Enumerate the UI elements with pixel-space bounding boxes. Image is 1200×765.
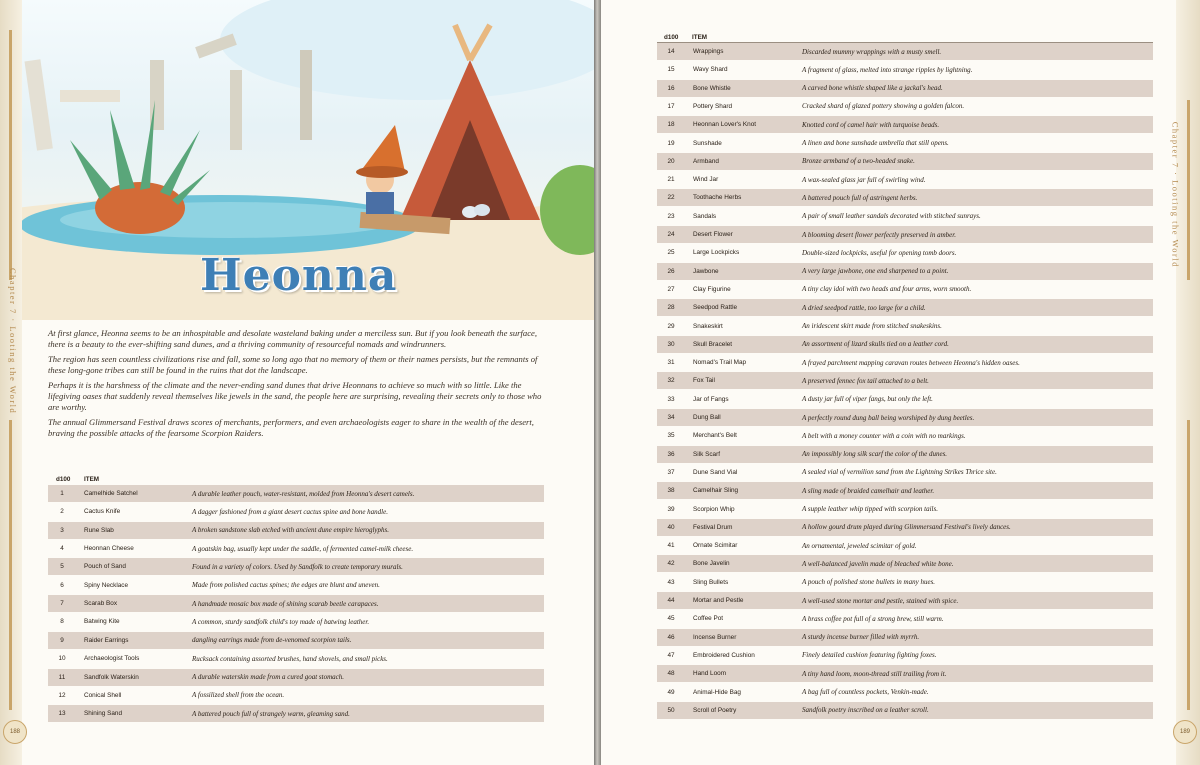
row-number: 38: [667, 487, 675, 495]
row-item-description: A wax-sealed glass jar full of swirling wind.: [802, 175, 926, 184]
table-row: [657, 665, 1153, 682]
row-number: 27: [667, 285, 675, 293]
row-number: 8: [60, 618, 64, 626]
row-item-name: Festival Drum: [693, 523, 733, 531]
row-item-description: A well-balanced javelin made of bleached white bone.: [802, 559, 954, 568]
row-item-name: Nomad's Trail Map: [693, 359, 747, 367]
table-row: [657, 61, 1153, 78]
left-border-rod-top: [9, 30, 12, 280]
row-item-description: A handmade mosaic box made of shining scarab beetle carapaces.: [192, 599, 379, 608]
row-item-name: Bone Whistle: [693, 84, 731, 92]
table-row: [48, 650, 544, 667]
table-row: [657, 98, 1153, 115]
row-item-description: A fossilized shell from the ocean.: [192, 691, 285, 700]
row-number: 47: [667, 651, 675, 659]
chapter-label-left: Chapter 7 · Looting the World: [8, 268, 18, 415]
row-item-description: A fragment of glass, melted into strange ripples by lightning.: [802, 65, 973, 74]
row-number: 48: [667, 670, 675, 678]
table-row: [657, 281, 1153, 298]
row-item-description: A common, sturdy sandfolk child's toy made of batwing leather.: [192, 617, 370, 626]
row-item-description: A battered pouch full of astringent herbs.: [802, 193, 918, 202]
table-row: [657, 574, 1153, 591]
row-number: 31: [667, 359, 675, 367]
row-item-name: Toothache Herbs: [693, 194, 742, 202]
row-item-description: A dried seedpod rattle, too large for a child.: [802, 303, 926, 312]
row-item-name: Heonnan Lover's Knot: [693, 121, 757, 129]
row-item-description: A bag full of countless pockets, Venkin-made.: [802, 688, 929, 696]
table-row: [657, 336, 1153, 353]
row-item-name: Scorpion Whip: [693, 505, 735, 513]
row-item-name: Wavy Shard: [693, 66, 728, 74]
row-item-description: A well-used stone mortar and pestle, stained with spice.: [802, 596, 959, 605]
row-item-name: Silk Scarf: [693, 450, 720, 458]
row-item-name: Jar of Fangs: [693, 395, 729, 403]
table-row: [657, 208, 1153, 225]
row-item-name: Embroidered Cushion: [693, 651, 755, 659]
table-row: [657, 116, 1153, 133]
row-item-name: Incense Burner: [693, 633, 737, 641]
table-row: [48, 522, 544, 539]
row-number: 21: [667, 176, 675, 184]
table-row: [657, 409, 1153, 426]
table-row: [657, 519, 1153, 536]
row-item-description: A broken sandstone slab etched with ancient dune empire hieroglyphs.: [192, 526, 390, 535]
row-item-description: A tiny clay idol with two heads and four arms, worn smooth.: [802, 285, 972, 294]
row-number: 20: [667, 157, 675, 165]
row-number: 2: [60, 508, 64, 516]
row-item-name: Merchant's Belt: [693, 432, 737, 440]
row-number: 5: [60, 563, 64, 571]
intro-paragraph: Perhaps it is the harshness of the climate and the never-ending sand dunes that drive Heonnans to achieve so much with so little. Like the lifegiving oases that suddenly reveal themselves like jewels in the sand, the people here are surprising, revealing their secrets only to those who are worthy.: [48, 380, 542, 412]
row-item-name: Shining Sand: [84, 710, 123, 718]
row-item-name: Conical Shell: [84, 691, 122, 699]
row-item-description: A pair of small leather sandals decorated with stitched sunrays.: [802, 212, 981, 221]
row-item-name: Scroll of Poetry: [693, 706, 737, 714]
row-item-name: Dung Ball: [693, 414, 721, 421]
row-item-name: Sunshade: [693, 139, 722, 147]
row-number: 4: [60, 545, 64, 553]
row-number: 26: [667, 267, 675, 275]
row-item-name: Archaeologist Tools: [84, 655, 140, 663]
row-number: 18: [667, 121, 675, 129]
row-item-name: Jawbone: [693, 267, 719, 275]
table-row: [657, 629, 1153, 646]
row-item-description: A pouch of polished stone bullets in many hues.: [802, 578, 936, 587]
row-item-description: A dagger fashioned from a giant desert cactus spine and bone handle.: [192, 507, 388, 516]
table-row: [657, 372, 1153, 389]
row-item-description: A preserved fennec fox tail attached to a belt.: [802, 376, 929, 385]
row-item-name: Animal-Hide Bag: [693, 688, 741, 696]
row-number: 29: [667, 322, 675, 330]
row-number: 41: [667, 542, 675, 550]
table-row: [48, 577, 544, 594]
row-item-name: Pottery Shard: [693, 102, 733, 110]
row-item-description: A frayed parchment mapping caravan routes between Heonna's hidden oases.: [802, 358, 1020, 367]
row-item-name: Hand Loom: [693, 670, 727, 678]
row-item-name: Desert Flower: [693, 231, 733, 238]
row-item-description: Found in a variety of colors. Used by Sandfolk to create temporary murals.: [192, 562, 403, 571]
table-row: [657, 555, 1153, 572]
chapter-label-right: Chapter 7 · Looting the World: [1170, 121, 1180, 268]
row-item-description: An iridescent skirt made from stitched snakeskins.: [802, 322, 942, 330]
row-number: 7: [60, 600, 64, 608]
row-item-name: Sandals: [693, 212, 717, 220]
row-item-description: Discarded mummy wrappings with a musty smell.: [802, 47, 942, 56]
row-item-description: Made from polished cactus spines; the edges are blunt and uneven.: [192, 581, 380, 590]
table-row: [657, 702, 1153, 719]
row-number: 32: [667, 377, 675, 385]
right-border-rod-top: [1187, 100, 1190, 280]
row-item-name: Coffee Pot: [693, 615, 724, 623]
table-header-item: ITEM: [84, 476, 100, 483]
row-item-description: A brass coffee pot full of a strong brew, still warm.: [802, 614, 944, 623]
intro-paragraph: At first glance, Heonna seems to be an inhospitable and desolate wasteland baking under a merciless sun. But if you look beneath the surface, there is a beauty to the ever-shifting sand dunes, and a thriving community of resourceful nomads and windrunners.: [48, 328, 537, 349]
row-number: 28: [667, 304, 675, 312]
row-number: 50: [667, 706, 675, 714]
table-row: [657, 647, 1153, 664]
table-header-item: ITEM: [692, 34, 708, 41]
row-number: 9: [60, 636, 64, 644]
heonna-illustration: [0, 0, 594, 320]
row-number: 39: [667, 505, 675, 513]
row-item-description: An assortment of lizard skulls tied on a leather cord.: [802, 340, 949, 349]
table-row: [657, 318, 1153, 335]
row-number: 35: [667, 432, 675, 440]
table-row: [48, 595, 544, 612]
row-number: 12: [58, 691, 66, 699]
row-item-name: Wrappings: [693, 48, 724, 55]
table-row: [48, 687, 544, 704]
page-title: Heonna: [200, 250, 398, 301]
table-row: [657, 354, 1153, 371]
table-row: [657, 446, 1153, 463]
table-row: [48, 669, 544, 686]
row-number: 17: [667, 102, 675, 110]
row-item-name: Bone Javelin: [693, 560, 730, 568]
table-row: [657, 592, 1153, 609]
row-item-description: Finely detailed cushion featuring fighting foxes.: [802, 651, 937, 660]
row-item-name: Raider Earrings: [84, 636, 129, 644]
row-number: 33: [667, 395, 675, 403]
row-item-description: A perfectly round dung ball being worshiped by dung beetles.: [802, 413, 975, 422]
row-item-description: Cracked shard of glazed pottery showing a golden falcon.: [802, 102, 965, 111]
table-row: [657, 482, 1153, 499]
row-item-name: Sandfolk Waterskin: [84, 673, 139, 681]
table-row: [657, 189, 1153, 206]
row-item-description: A hollow gourd drum played during Glimmersand Festival's lively dances.: [802, 523, 1011, 532]
table-row: [657, 684, 1153, 701]
row-item-name: Heonnan Cheese: [84, 545, 134, 553]
table-row: [657, 391, 1153, 408]
row-item-description: A goatskin bag, usually kept under the saddle, of fermented camel-milk cheese.: [192, 544, 414, 553]
table-row: [48, 540, 544, 557]
row-item-name: Clay Figurine: [693, 285, 731, 293]
table-row: [657, 263, 1153, 280]
table-row: [657, 464, 1153, 481]
row-item-description: A supple leather whip tipped with scorpion tails.: [802, 505, 938, 513]
row-item-description: A linen and bone sunshade umbrella that still opens.: [802, 139, 949, 147]
row-number: 30: [667, 340, 675, 348]
row-number: 46: [667, 633, 675, 641]
row-number: 3: [60, 526, 64, 534]
row-number: 10: [58, 655, 66, 663]
table-row: [48, 503, 544, 520]
row-item-description: An impossibly long silk scarf the color of the dunes.: [802, 450, 948, 459]
right-page: [601, 0, 1200, 765]
row-item-name: Spiny Necklace: [84, 581, 129, 589]
table-row: [657, 43, 1153, 60]
row-item-description: Rucksack containing assorted brushes, hand shovels, and small picks.: [192, 654, 388, 663]
row-number: 40: [667, 523, 675, 531]
right-border-rod-bottom: [1187, 420, 1190, 710]
row-item-description: A battered pouch full of strangely warm, gleaming sand.: [192, 709, 350, 718]
row-number: 49: [667, 688, 675, 696]
row-item-description: Sandfolk poetry inscribed on a leather scroll.: [802, 706, 929, 715]
row-item-description: Double-sized lockpicks, useful for opening tomb doors.: [802, 248, 957, 257]
row-item-name: Dune Sand Vial: [693, 468, 738, 476]
row-number: 23: [667, 212, 675, 220]
row-number: 19: [667, 139, 675, 147]
row-number: 25: [667, 249, 675, 257]
row-item-description: Bronze armband of a two-headed snake.: [802, 157, 915, 166]
row-item-description: A carved bone whistle shaped like a jackal's head.: [802, 84, 943, 93]
row-item-description: An ornamental, jeweled scimitar of gold.: [802, 541, 917, 550]
row-number: 6: [60, 581, 64, 589]
table-header-die: d100: [664, 34, 679, 41]
row-number: 15: [667, 66, 675, 74]
intro-paragraph: The region has seen countless civilizations rise and fall, some so long ago that no memory of them or their names persists, but the remnants of these long-gone tribes can still be found in the ruins that dot the landscape.: [48, 354, 538, 375]
book-gutter: [594, 0, 601, 765]
row-item-description: A belt with a money counter with a coin with no markings.: [802, 431, 966, 440]
row-number: 42: [667, 560, 675, 568]
row-number: 34: [667, 414, 675, 421]
row-number: 44: [667, 597, 675, 604]
row-item-description: A sling made of braided camelhair and leather.: [802, 486, 935, 495]
page-number-right: 189: [1173, 720, 1197, 744]
row-item-name: Cactus Knife: [84, 508, 121, 516]
row-number: 37: [667, 468, 675, 476]
row-number: 1: [60, 490, 64, 497]
row-item-description: A dusty jar full of viper fangs, but only the left.: [802, 395, 933, 404]
row-item-name: Camelhair Sling: [693, 487, 739, 495]
table-row: [657, 244, 1153, 261]
table-row: [657, 80, 1153, 97]
table-row: [657, 427, 1153, 444]
left-border-rod-bottom: [9, 420, 12, 710]
table-row: [657, 537, 1153, 554]
row-item-name: Batwing Kite: [84, 618, 120, 626]
table-row: [657, 610, 1153, 627]
row-number: 22: [667, 194, 675, 202]
row-number: 16: [667, 84, 675, 92]
table-row: [48, 613, 544, 630]
row-item-description: A durable waterskin made from a cured goat stomach.: [192, 673, 344, 681]
row-item-name: Sling Bullets: [693, 578, 729, 586]
row-item-name: Wind Jar: [693, 176, 719, 184]
table-row: [657, 226, 1153, 243]
row-number: 11: [58, 673, 66, 681]
intro-paragraph: The annual Glimmersand Festival draws scores of merchants, performers, and even archaeologists eager to share in the wealth of the desert, braving the possible attacks of the fearsome Scorpion Raiders.: [48, 417, 534, 438]
row-item-name: Pouch of Sand: [84, 563, 126, 571]
left-page: [0, 0, 594, 765]
intro-text: [48, 328, 548, 443]
row-number: 13: [58, 710, 66, 718]
row-item-name: Scarab Box: [84, 600, 118, 608]
row-item-name: Camelhide Satchel: [84, 490, 138, 497]
row-item-description: A durable leather pouch, water-resistant, molded from Heonna's desert camels.: [192, 489, 415, 498]
table-row: [657, 299, 1153, 316]
row-item-name: Armband: [693, 157, 719, 165]
row-item-description: A sealed vial of vermilion sand from the Lightning Strikes Thrice site.: [802, 468, 997, 477]
row-item-name: Seedpod Rattle: [693, 304, 738, 312]
row-item-name: Mortar and Pestle: [693, 597, 744, 604]
row-number: 24: [667, 231, 675, 238]
row-item-description: Knotted cord of camel hair with turquoise beads.: [802, 120, 940, 129]
row-item-name: Ornate Scimitar: [693, 542, 738, 550]
table-row: [657, 135, 1153, 152]
page-number-left: 188: [3, 720, 27, 744]
row-item-name: Large Lockpicks: [693, 249, 740, 257]
row-item-description: A tiny hand loom, moon-thread still trailing from it.: [802, 669, 947, 678]
row-number: 36: [667, 450, 675, 458]
table-header-die: d100: [56, 476, 71, 483]
row-number: 14: [667, 48, 675, 55]
table-row: [657, 171, 1153, 188]
row-item-description: A blooming desert flower perfectly preserved in amber.: [802, 230, 956, 239]
table-row: [48, 558, 544, 575]
table-row: [48, 705, 544, 722]
row-number: 43: [667, 578, 675, 586]
row-item-name: Rune Slab: [84, 526, 114, 534]
table-row: [48, 485, 544, 502]
row-item-name: Fox Tail: [693, 377, 715, 385]
row-item-description: A very large jawbone, one end sharpened to a point.: [802, 267, 949, 276]
table-row: [657, 501, 1153, 518]
table-row: [657, 153, 1153, 170]
table-row: [48, 632, 544, 649]
row-item-description: A sturdy incense burner filled with myrrh.: [802, 633, 920, 642]
row-number: 45: [667, 615, 675, 623]
row-item-description: dangling earrings made from de-venomed scorpion tails.: [192, 636, 352, 645]
row-item-name: Skull Bracelet: [693, 340, 733, 348]
row-item-name: Snakeskirt: [693, 322, 723, 330]
